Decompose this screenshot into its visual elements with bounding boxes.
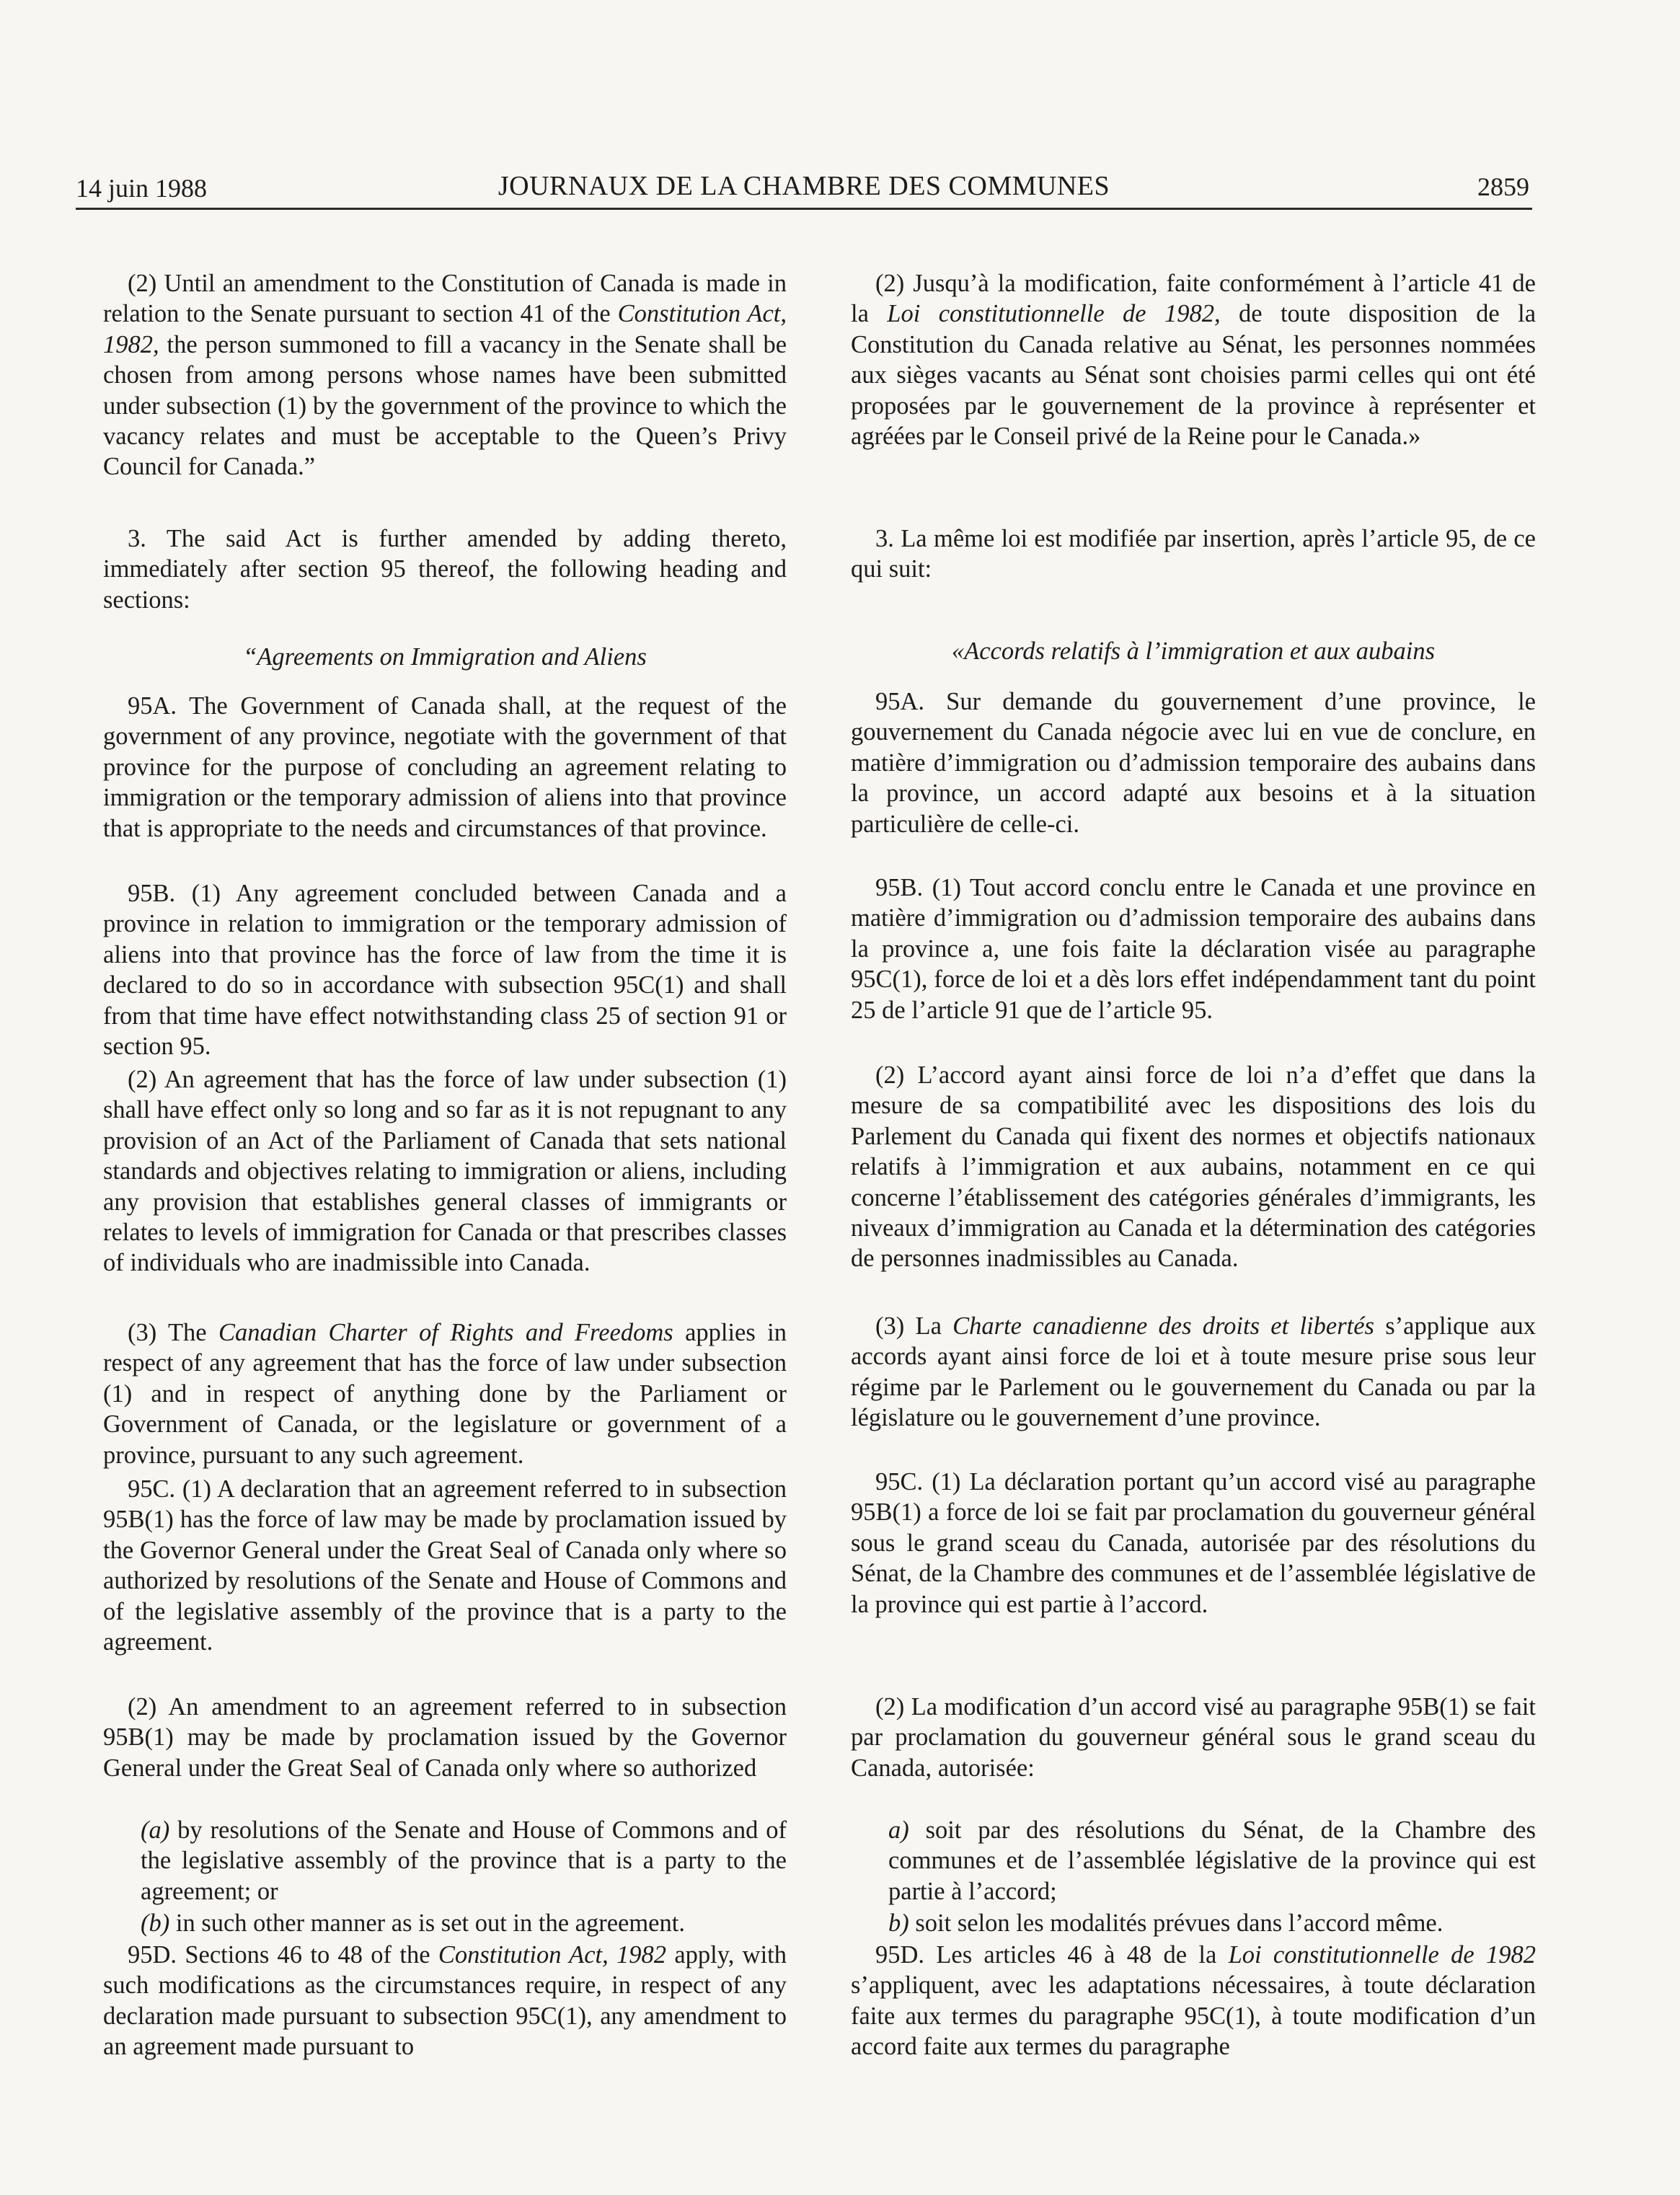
fr-paragraph-95b2: (2) L’accord ayant ainsi force de loi n’a d’effet que dans la mesure de sa compatibilité avec les dispositions des lois du Parlement du Canada qui fixent des normes et objectifs nationaux relatifs à l’immigration et aux aubains, notamment en ce qui concerne l’établissement des catégories générales d’immigrants, les niveaux d’immigration au Canada et la détermination des catégories de personnes inadmissibles au Canada. [851,1061,1536,1273]
en-paragraph-95b1: 95B. (1) Any agreement concluded between Canada and a province in relation to immigration or the temporary admission of aliens into that province has the force of law from the time it is declared to do so in accordance with subsection 95C(1) and shall from that time have effect notwithstanding class 25 of section 91 or section 95. [103,880,787,1061]
header-date: 14 juin 1988 [76,174,208,203]
fr-paragraph-95d: 95D. Les articles 46 à 48 de la Loi constitutionnelle de 1982 s’appliquent, avec les adaptations nécessaires, à toute déclaration faite aux termes du paragraphe 95C(1), à toute modification d’un accord faite aux termes du paragraphe [851,1941,1536,2061]
fr-paragraph-3: 3. La même loi est modifiée par insertion, après l’article 95, de ce qui suit: [851,525,1536,583]
en-item-b: (b) in such other manner as is set out in the agreement. [141,1909,685,1937]
fr-paragraph-95a: 95A. Sur demande du gouvernement d’une province, le gouvernement du Canada négocie avec lui en vue de conclure, en matière d’immigration ou d’admission temporaire des aubains dans la province, un accord adapté aux besoins et à la situation particulière de celle-ci. [851,688,1536,838]
en-paragraph-95c1: 95C. (1) A declaration that an agreement referred to in subsection 95B(1) has the force of law may be made by proclamation issued by the Governor General under the Great Seal of Canada only where so authorized by resolutions of the Senate and House of Commons and of the legislative assembly of the province that is a party to the agreement. [103,1475,787,1656]
en-section-heading: “Agreements on Immigration and Aliens [243,643,647,671]
fr-paragraph-95c1: 95C. (1) La déclaration portant qu’un accord visé au paragraphe 95B(1) a force de loi se fait par proclamation du gouverneur général sous le grand sceau du Canada, autorisée par des résolutions du Sénat, de la Chambre des communes et de l’assemblée législative de la province qui est partie à l’accord. [851,1468,1536,1618]
fr-paragraph-95b3: (3) La Charte canadienne des droits et libertés s’applique aux accords ayant ainsi force de loi et à toute mesure prise sous leur régime par le Parlement ou le gouvernement du Canada ou par la législature ou le gouvernement d’une province. [851,1312,1537,1432]
fr-section-heading: «Accords relatifs à l’immigration et aux aubains [951,637,1436,665]
page-number: 2859 [1477,172,1529,201]
header-title: JOURNAUX DE LA CHAMBRE DES COMMUNES [498,171,1110,201]
fr-item-a: a) soit par des résolutions du Sénat, de la Chambre des communes et de l’assemblée législative de la province qui est partie à l’accord; [888,1816,1536,1905]
en-paragraph-95a: 95A. The Government of Canada shall, at the request of the government of any province, negotiate with the government of that province for the purpose of concluding an agreement relating to immigration or the temporary admission of aliens into that province that is appropriate to the needs and circumstances of that province. [103,692,787,842]
fr-paragraph-95b1: 95B. (1) Tout accord conclu entre le Canada et une province en matière d’immigration ou d’admission temporaire des aubains dans la province a, une fois faite la déclaration visée au paragraphe 95C(1), force de loi et a dès lors effet indépendamment tant du point 25 de l’article 91 que de l’article 95. [851,874,1536,1024]
en-paragraph-3: 3. The said Act is further amended by adding thereto, immediately after section 95 thereof, the following heading and sections: [103,525,787,614]
fr-item-b: b) soit selon les modalités prévues dans l’accord même. [888,1909,1444,1937]
fr-paragraph-2: (2) Jusqu’à la modification, faite conformément à l’article 41 de la Loi constitutionnelle de 1982, de toute disposition de la Constitution du Canada relative au Sénat, les personnes nommées aux sièges vacants au Sénat sont choisies parmi celles qui ont été proposées par le gouvernement de la province à représenter et agréées par le Conseil privé de la Reine pour le Canada.» [851,270,1537,451]
fr-paragraph-95c2: (2) La modification d’un accord visé au paragraphe 95B(1) se fait par proclamation du gouverneur général sous le grand sceau du Canada, autorisée: [851,1693,1536,1782]
en-paragraph-95c2: (2) An amendment to an agreement referred to in subsection 95B(1) may be made by proclamation issued by the Governor General under the Great Seal of Canada only where so authorized [103,1693,787,1782]
en-paragraph-95b3: (3) The Canadian Charter of Rights and Freedoms applies in respect of any agreement that has the force of law under subsection (1) and in respect of anything done by the Parliament or Government of Canada, or the legislature or government of a province, pursuant to any such agreement. [103,1319,787,1469]
en-item-a: (a) by resolutions of the Senate and House of Commons and of the legislative assembly of the province that is a party to the agreement; or [141,1816,787,1905]
en-paragraph-2: (2) Until an amendment to the Constitution of Canada is made in relation to the Senate pursuant to section 41 of the Constitution Act, 1982, the person summoned to fill a vacancy in the Senate shall be chosen from among persons whose names have been submitted under subsection (1) by the government of the province to which the vacancy relates and must be acceptable to the Queen’s Privy Council for Canada.” [103,270,787,481]
page-header [76,164,1532,210]
en-paragraph-95b2: (2) An agreement that has the force of law under subsection (1) shall have effect only so long and so far as it is not repugnant to any provision of an Act of the Parliament of Canada that sets national standards and objectives relating to immigration or aliens, including any provision that establishes general classes of immigrants or relates to levels of immigration for Canada or that prescribes classes of individuals who are inadmissible into Canada. [103,1066,787,1277]
en-paragraph-95d: 95D. Sections 46 to 48 of the Constitution Act, 1982 apply, with such modifications as the circumstances require, in respect of any declaration made pursuant to subsection 95C(1), any amendment to an agreement made pursuant to [103,1941,787,2061]
